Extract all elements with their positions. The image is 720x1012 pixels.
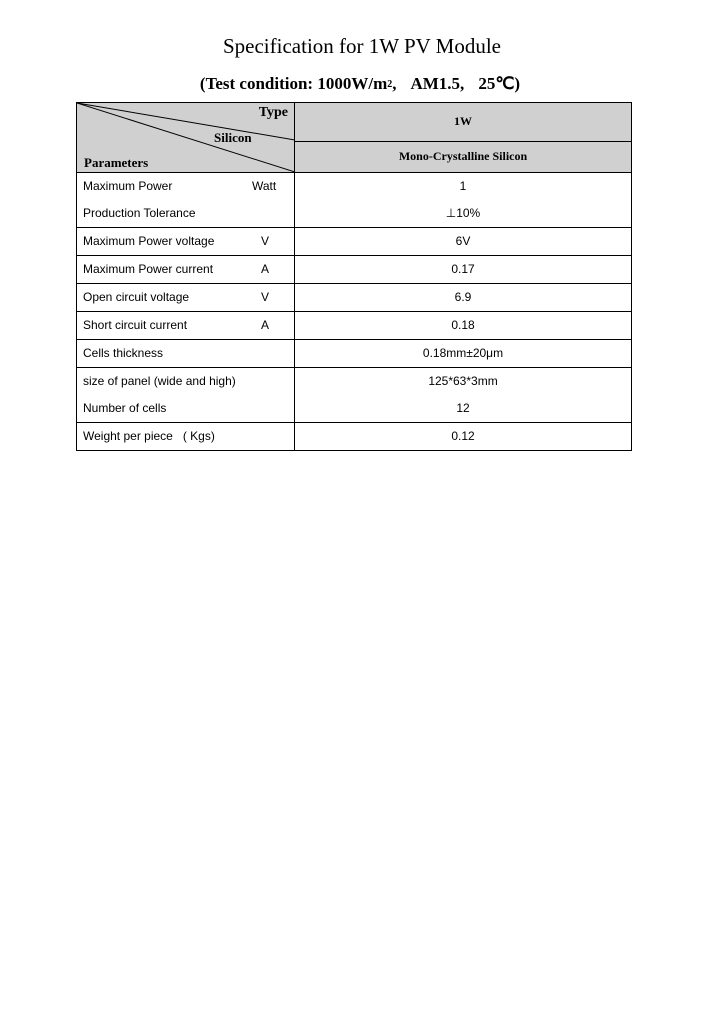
row-label: Short circuit current: [83, 318, 188, 332]
row-value: 0.18mm±20μm: [295, 340, 632, 368]
table-row: [77, 312, 632, 340]
row-label-cell: [77, 423, 295, 451]
row-label: Maximum Power voltage: [83, 234, 215, 248]
row-label-cell: [77, 340, 295, 368]
row-value: 6.9: [295, 284, 632, 312]
row-unit: V: [261, 234, 270, 248]
row-value: 1: [459, 179, 467, 193]
subtitle-separator: ,: [392, 74, 397, 93]
row-label: Production Tolerance: [83, 206, 196, 220]
row-label: Weight per piece ( Kgs): [83, 429, 215, 443]
row-label-cell: [77, 368, 295, 423]
header-type-label: Type: [258, 105, 288, 120]
row-label: Number of cells: [83, 401, 167, 415]
row-value: ⊥10%: [445, 206, 481, 220]
table-row: [77, 228, 632, 256]
row-label: size of panel (wide and high): [83, 374, 236, 388]
row-label: Cells thickness: [83, 346, 164, 360]
header-diagonal-cell: [77, 103, 295, 173]
row-unit: V: [261, 290, 270, 304]
row-label-cell: [77, 256, 295, 284]
subtitle-air-mass: AM1.5,: [410, 74, 465, 93]
table-row: [77, 173, 632, 228]
table-row: [77, 284, 632, 312]
table-row: [77, 368, 632, 423]
row-unit: A: [261, 318, 270, 332]
row-unit: Watt: [252, 179, 277, 193]
header-parameters-label: Parameters: [84, 155, 149, 170]
test-condition-subtitle: [0, 74, 720, 94]
subtitle-prefix: (Test condition: 1000W/m: [199, 74, 388, 93]
row-value-cell: [295, 173, 632, 228]
row-label: Maximum Power current: [83, 262, 214, 276]
row-value: 0.18: [295, 312, 632, 340]
table-row: [77, 256, 632, 284]
header-silicon-value: Mono-Crystalline Silicon: [295, 141, 632, 172]
row-max-power-line: [83, 173, 294, 200]
row-value: 6V: [295, 228, 632, 256]
row-value: 0.12: [295, 423, 632, 451]
row-label-cell: [77, 312, 295, 340]
row-unit: A: [261, 262, 270, 276]
subtitle-superscript: 2: [387, 79, 393, 90]
row-value-cell: [295, 368, 632, 423]
header-silicon-label: Silicon: [214, 130, 252, 145]
document-title: Specification for 1W PV Module: [222, 34, 501, 58]
spec-table: [76, 102, 632, 451]
header-type-value: 1W: [295, 103, 632, 142]
row-label-cell: [77, 173, 295, 228]
row-value: 0.17: [295, 256, 632, 284]
row-tolerance-line: [83, 200, 294, 227]
subtitle-temperature: 25℃): [478, 74, 521, 93]
row-label-cell: [77, 284, 295, 312]
row-label: Open circuit voltage: [83, 290, 190, 304]
table-row: [77, 423, 632, 451]
row-label-cell: [77, 228, 295, 256]
row-value: 12: [456, 401, 470, 415]
row-value: 125*63*3mm: [428, 374, 498, 388]
table-row: [77, 340, 632, 368]
row-label: Maximum Power: [83, 179, 173, 193]
